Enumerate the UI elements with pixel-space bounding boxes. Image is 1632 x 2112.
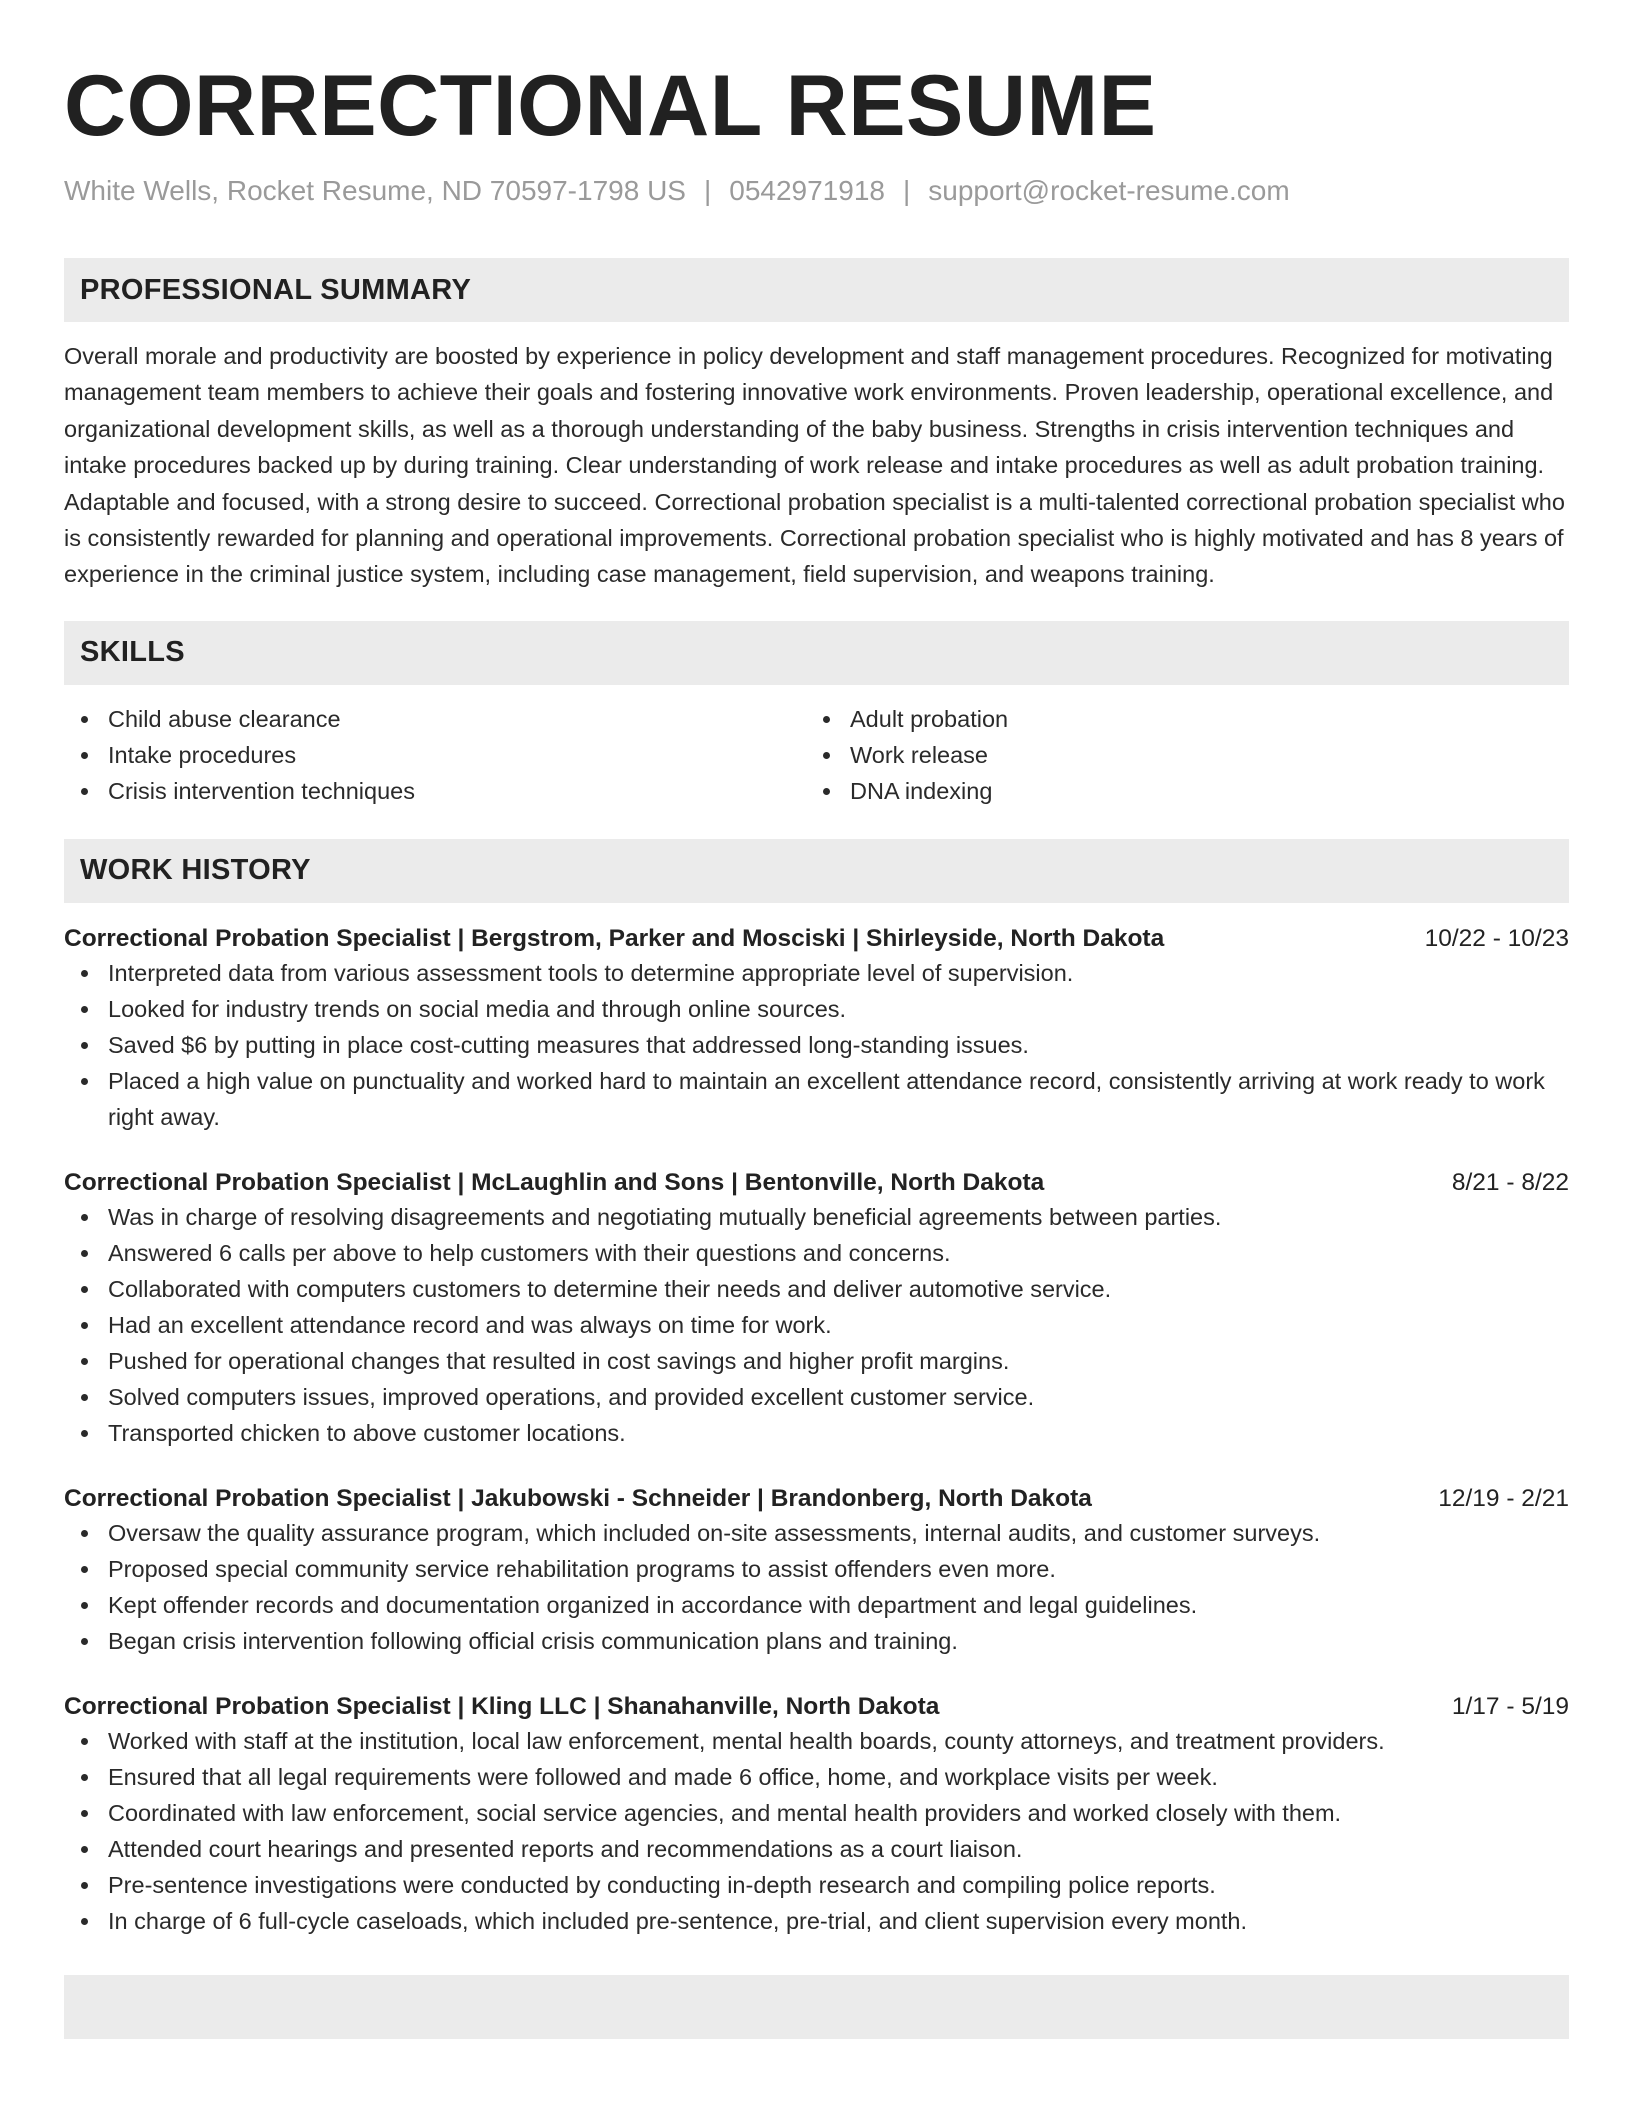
job-entry (64, 1691, 1569, 1939)
job-bullet-list (64, 1199, 1569, 1451)
job-bullet: Pushed for operational changes that resulted in cost savings and higher profit margins. (64, 1343, 1569, 1379)
job-bullet: Began crisis intervention following official crisis communication plans and training. (64, 1623, 1569, 1659)
job-bullet: Kept offender records and documentation organized in accordance with department and legal guidelines. (64, 1587, 1569, 1623)
skill-item: Crisis intervention techniques (64, 773, 806, 809)
job-bullet: Looked for industry trends on social media and through online sources. (64, 991, 1569, 1027)
job-header (64, 1167, 1569, 1199)
job-bullet: Had an excellent attendance record and was always on time for work. (64, 1307, 1569, 1343)
resume-name: CORRECTIONAL RESUME (64, 58, 1157, 154)
job-bullet: Answered 6 calls per above to help customers with their questions and concerns. (64, 1235, 1569, 1271)
job-bullet: Worked with staff at the institution, local law enforcement, mental health boards, county attorneys, and treatment providers. (64, 1723, 1569, 1759)
job-bullet: Pre-sentence investigations were conducted by conducting in-depth research and compiling police reports. (64, 1867, 1569, 1903)
job-entry (64, 1483, 1569, 1659)
job-bullet: Collaborated with computers customers to determine their needs and deliver automotive service. (64, 1271, 1569, 1307)
contact-line (64, 174, 1569, 208)
job-bullet-list (64, 1723, 1569, 1939)
summary-section-header (64, 258, 1569, 322)
job-bullet: In charge of 6 full-cycle caseloads, which included pre-sentence, pre-trial, and client supervision every month. (64, 1903, 1569, 1939)
skills-column-left (64, 701, 806, 809)
work-history-section-header (64, 839, 1569, 903)
job-bullet: Interpreted data from various assessment tools to determine appropriate level of supervision. (64, 955, 1569, 991)
job-header (64, 1483, 1569, 1515)
next-section-header (64, 1975, 1569, 2039)
job-title: Correctional Probation Specialist | McLaughlin and Sons | Bentonville, North Dakota (64, 1168, 1045, 1196)
job-title: Correctional Probation Specialist | Bergstrom, Parker and Mosciski | Shirleyside, North Dakota (64, 924, 1165, 952)
job-bullet: Transported chicken to above customer locations. (64, 1415, 1569, 1451)
job-bullet: Saved $6 by putting in place cost-cutting measures that addressed long-standing issues. (64, 1027, 1569, 1063)
job-bullet-list (64, 1515, 1569, 1659)
skills-column-right (806, 701, 1548, 809)
job-dates: 10/22 - 10/23 (1424, 924, 1569, 952)
job-entry (64, 923, 1569, 1135)
job-dates: 8/21 - 8/22 (1451, 1168, 1569, 1196)
skill-item: Intake procedures (64, 737, 806, 773)
job-bullet: Solved computers issues, improved operations, and provided excellent customer service. (64, 1379, 1569, 1415)
job-bullet: Ensured that all legal requirements were followed and made 6 office, home, and workplace visits per week. (64, 1759, 1569, 1795)
skills-heading: SKILLS (80, 636, 185, 669)
skills-section-header (64, 621, 1569, 685)
skills-list (64, 701, 1569, 809)
job-dates: 1/17 - 5/19 (1451, 1692, 1569, 1720)
contact-separator: | (703, 175, 712, 206)
job-header (64, 1691, 1569, 1723)
job-bullet: Coordinated with law enforcement, social service agencies, and mental health providers and worked closely with them. (64, 1795, 1569, 1831)
skill-item: DNA indexing (806, 773, 1548, 809)
job-dates: 12/19 - 2/21 (1438, 1484, 1569, 1512)
skill-item: Child abuse clearance (64, 701, 806, 737)
job-bullet: Placed a high value on punctuality and worked hard to maintain an excellent attendance record, consistently arriving at work ready to work right away. (64, 1063, 1569, 1135)
job-bullet: Was in charge of resolving disagreements and negotiating mutually beneficial agreements between parties. (64, 1199, 1569, 1235)
job-entry (64, 1167, 1569, 1451)
work-history-heading: WORK HISTORY (80, 854, 311, 887)
summary-text: Overall morale and productivity are boosted by experience in policy development and staff management procedures. Recognized for motivating management team members to achieve their goals and fostering innovative work environments. Proven leadership, operational excellence, and organizational development skills, as well as a thorough understanding of the baby business. Strengths in crisis intervention techniques and intake procedures backed up by during training. Clear understanding of work release and intake procedures as well as adult probation training. Adaptable and focused, with a strong desire to succeed. Correctional probation specialist is a multi-talented correctional probation specialist who is consistently rewarded for planning and operational improvements. Correctional probation specialist who is highly motivated and has 8 years of experience in the criminal justice system, including case management, field supervision, and weapons training. (64, 343, 1565, 588)
contact-phone: 0542971918 (729, 175, 885, 206)
contact-address: White Wells, Rocket Resume, ND 70597-1798 US (64, 175, 686, 206)
summary-heading: PROFESSIONAL SUMMARY (80, 273, 472, 306)
job-bullet: Proposed special community service rehabilitation programs to assist offenders even more. (64, 1551, 1569, 1587)
job-bullet: Oversaw the quality assurance program, which included on-site assessments, internal audits, and customer surveys. (64, 1515, 1569, 1551)
job-bullet: Attended court hearings and presented reports and recommendations as a court liaison. (64, 1831, 1569, 1867)
contact-email: support@rocket-resume.com (928, 175, 1290, 206)
resume-page (64, 0, 1569, 2039)
skill-item: Adult probation (806, 701, 1548, 737)
job-header (64, 923, 1569, 955)
job-title: Correctional Probation Specialist | Jakubowski - Schneider | Brandonberg, North Dakota (64, 1484, 1092, 1512)
job-title: Correctional Probation Specialist | Kling LLC | Shanahanville, North Dakota (64, 1692, 940, 1720)
skill-item: Work release (806, 737, 1548, 773)
job-bullet-list (64, 955, 1569, 1135)
contact-separator: | (902, 175, 911, 206)
